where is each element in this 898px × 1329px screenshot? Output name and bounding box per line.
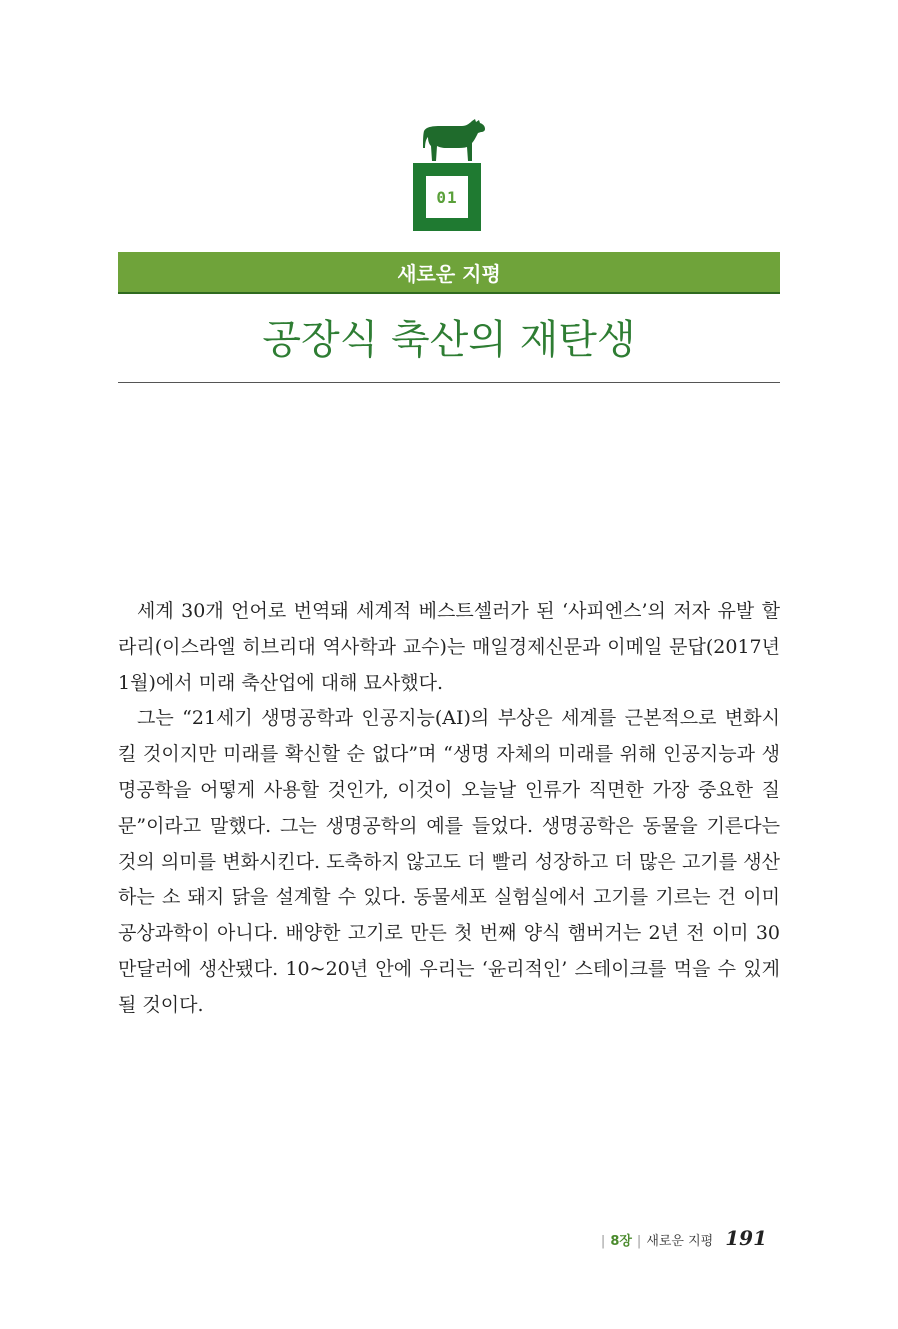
footer-section: 새로운 지평: [646, 1234, 714, 1249]
chapter-name: 새로운 지평: [397, 261, 501, 286]
footer-chapter: 8장: [610, 1234, 632, 1249]
chapter-banner: [118, 252, 780, 294]
title-divider: [118, 382, 780, 383]
page-title: 공장식 축산의 재탄생: [262, 317, 636, 363]
page-footer: [596, 1226, 767, 1250]
footer-separator: |: [636, 1234, 642, 1249]
footer-separator: |: [600, 1234, 606, 1249]
paragraph: 그는 “21세기 생명공학과 인공지능(AI)의 부상은 세계를 근본적으로 변화시킬 것이지만 미래를 확신할 순 없다”며 “생명 자체의 미래를 위해 인공지능과 생명공학을 어떻게 사용할 것인가, 이것이 오늘날 인류가 직면한 가장 중요한 질문”이라고 말했다. 그는 생명공학의 예를 들었다. 생명공학은 동물을 기른다는 것의 의미를 변화시킨다. 도축하지 않고도 더 빨리 성장하고 더 많은 고기를 생산하는 소 돼지 닭을 설계할 수 있다. 동물세포 실험실에서 고기를 기르는 건 이미 공상과학이 아니다. 배양한 고기로 만든 첫 번째 양식 햄버거는 2년 전 이미 30만달러에 생산됐다. 10~20년 안에 우리는 ‘윤리적인’ 스테이크를 먹을 수 있게 될 것이다.: [118, 707, 780, 1016]
body-text: [118, 594, 780, 1024]
chapter-number-inner: [426, 176, 468, 218]
cow-icon: [420, 117, 486, 165]
paragraph: 세계 30개 언어로 번역돼 세계적 베스트셀러가 된 ‘사피엔스’의 저자 유발 할라리(이스라엘 히브리대 역사학과 교수)는 매일경제신문과 이메일 문답(2017년 1월)에서 미래 축산업에 대해 묘사했다.: [118, 600, 780, 694]
chapter-number-box: [413, 163, 481, 231]
page-number: 191: [725, 1226, 767, 1250]
chapter-number: 01: [436, 187, 458, 207]
